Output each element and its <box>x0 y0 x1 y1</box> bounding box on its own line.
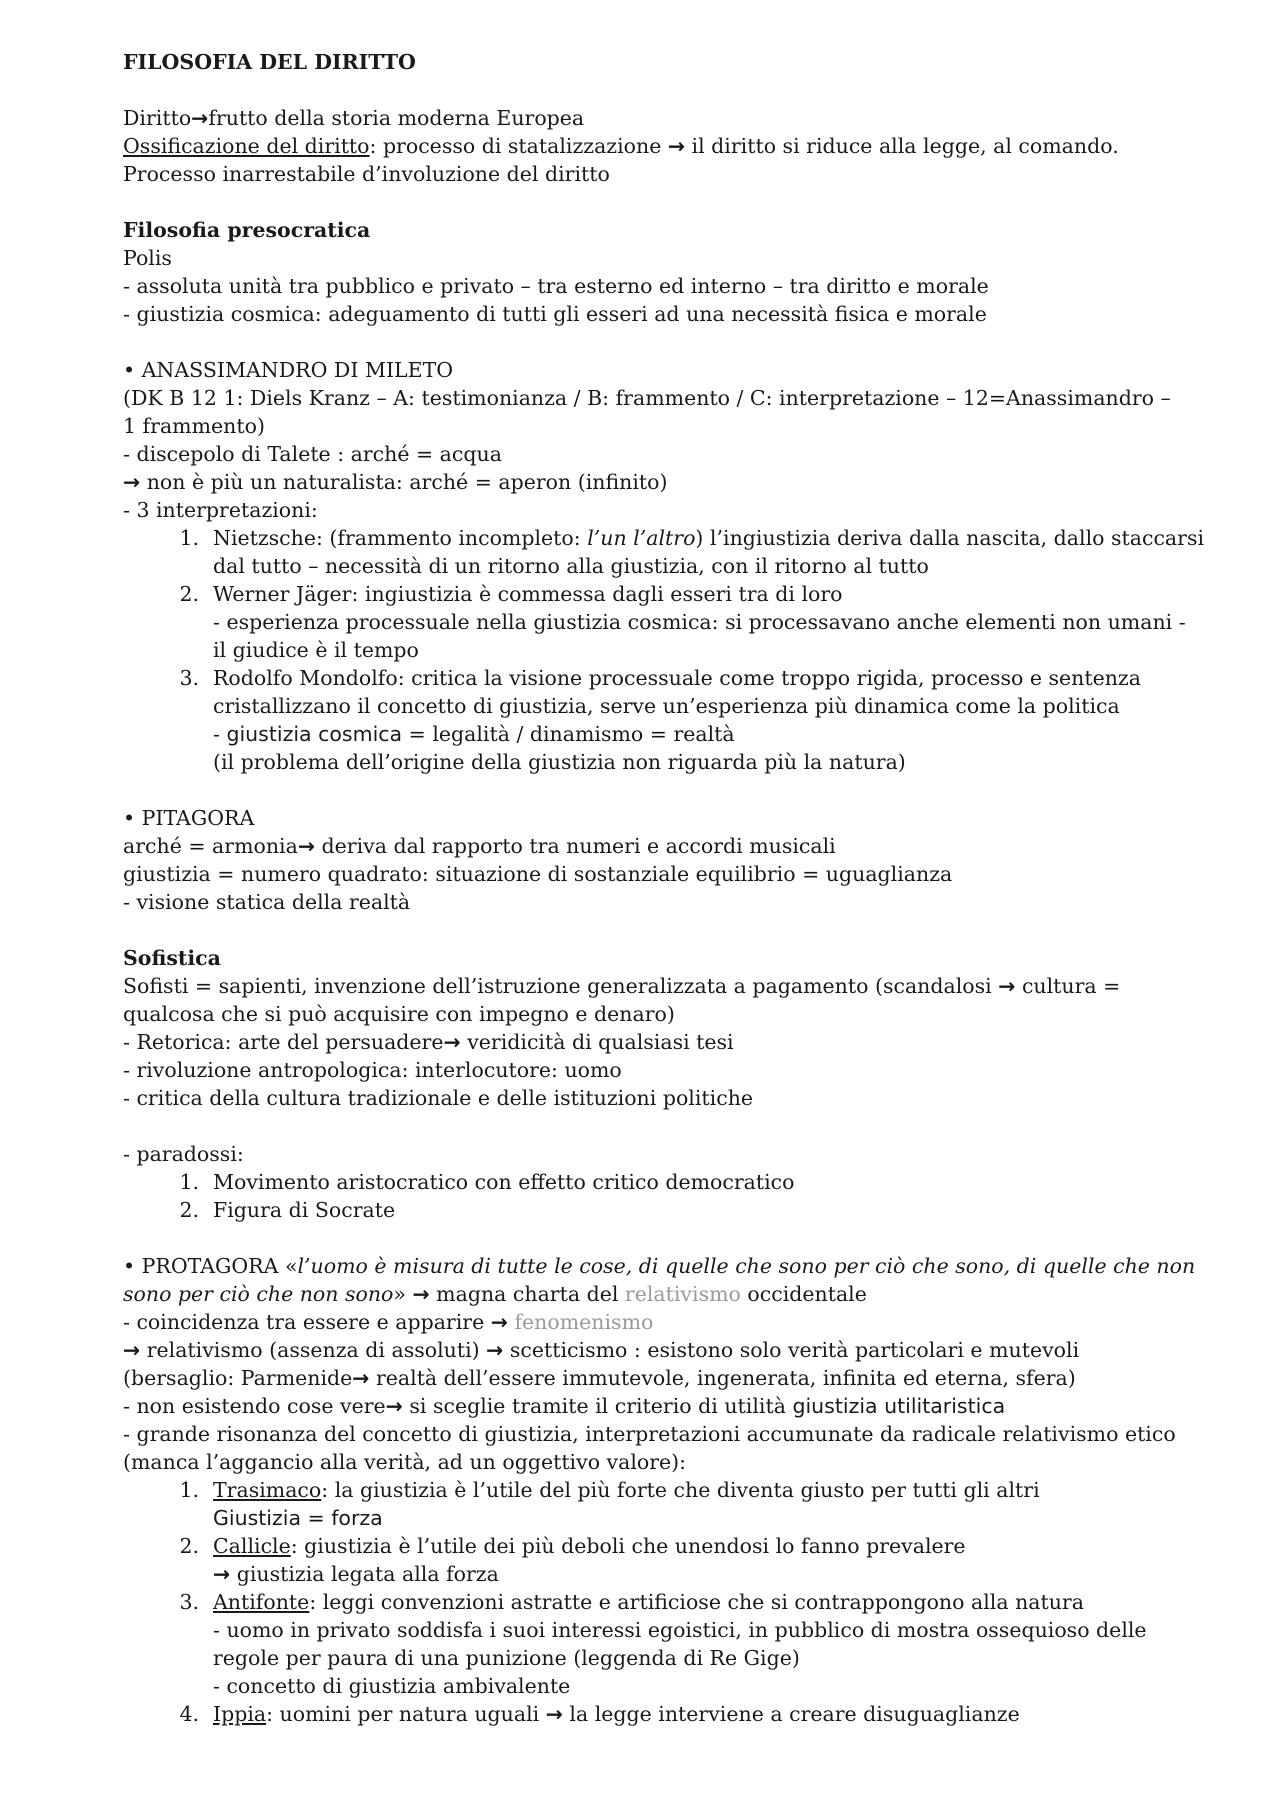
text-line: arché = armonia→ deriva dal rapporto tra numeri e accordi musicali <box>123 834 836 858</box>
section-heading: Filosofia presocratica <box>123 218 371 242</box>
protagora-quote-line-1: • PROTAGORA «l’uomo è misura di tutte le cose, di quelle che sono per ciò che sono, di quelle che non <box>123 1254 1196 1278</box>
text-line: - giustizia cosmica: adeguamento di tutti gli esseri ad una necessità fisica e morale <box>123 302 987 326</box>
list-item: 3. Rodolfo Mondolfo: critica la visione processuale come troppo rigida, processo e sentenza <box>179 666 1141 690</box>
subsection-heading: • ANASSIMANDRO DI MILETO <box>123 358 454 382</box>
text-line: - visione statica della realtà <box>123 890 411 914</box>
text-line: - non esistendo cose vere→ si sceglie tramite il criterio di utilità giustizia utilitaristica <box>123 1394 1006 1418</box>
list-item: 3. Antifonte: leggi convenzioni astratte e artificiose che si contrappongono alla natura <box>179 1590 1084 1614</box>
list-item-continuation: - uomo in privato soddisfa i suoi interessi egoistici, in pubblico di mostra ossequioso delle <box>213 1618 1147 1642</box>
arrow-icon: → <box>191 106 209 130</box>
subsection-heading: • PITAGORA <box>123 806 255 830</box>
protagora-quote-line-2: sono per ciò che non sono» → magna charta del relativismo occidentale <box>123 1282 867 1306</box>
text-line: → non è più un naturalista: arché = aperon (infinito) <box>123 470 668 494</box>
text-line: - critica della cultura tradizionale e delle istituzioni politiche <box>123 1086 754 1110</box>
list-item-continuation: - esperienza processuale nella giustizia cosmica: si processavano anche elementi non umani - <box>213 610 1186 634</box>
text-line: (manca l’aggancio alla verità, ad un oggettivo valore): <box>123 1450 687 1474</box>
text-line: - coincidenza tra essere e apparire → fenomenismo <box>123 1310 654 1334</box>
list-item: 1. Movimento aristocratico con effetto critico democratico <box>179 1170 795 1194</box>
arrow-icon: → <box>213 1562 231 1586</box>
text-line: Polis <box>123 246 172 270</box>
arrow-icon: → <box>385 1394 403 1418</box>
text-line: qualcosa che si può acquisire con impegno e denaro) <box>123 1002 675 1026</box>
arrow-icon: → <box>998 974 1016 998</box>
text-line: 1 frammento) <box>123 414 265 438</box>
list-item-continuation: (il problema dell’origine della giustizia non riguarda più la natura) <box>213 750 906 774</box>
text-line: - assoluta unità tra pubblico e privato – tra esterno ed interno – tra diritto e morale <box>123 274 989 298</box>
text-line: - discepolo di Talete : arché = acqua <box>123 442 502 466</box>
list-item: 2. Figura di Socrate <box>179 1198 396 1222</box>
arrow-icon: → <box>667 134 686 158</box>
list-item: 1. Nietzsche: (frammento incompleto: l’un l’altro) l’ingiustizia deriva dalla nascita, dallo staccarsi <box>179 526 1205 550</box>
arrow-icon: → <box>486 1338 504 1362</box>
text-line: Sofisti = sapienti, invenzione dell’istruzione generalizzata a pagamento (scandalosi → cultura = <box>123 974 1121 998</box>
arrow-icon: → <box>490 1310 508 1334</box>
text-line: giustizia = numero quadrato: situazione di sostanziale equilibrio = uguaglianza <box>123 862 953 886</box>
list-item-continuation: cristallizzano il concetto di giustizia, serve un’esperienza più dinamica come la politica <box>213 694 1120 718</box>
intro-line-1: Diritto→frutto della storia moderna Europea <box>123 106 585 130</box>
text-line: - paradossi: <box>123 1142 244 1166</box>
arrow-icon: → <box>123 470 141 494</box>
list-item-continuation: Giustizia = forza <box>213 1506 383 1530</box>
document-body <box>123 48 1203 1728</box>
arrow-icon: → <box>297 834 316 858</box>
list-item-continuation: - giustizia cosmica = legalità / dinamismo = realtà <box>213 722 735 746</box>
list-item: 1. Trasimaco: la giustizia è l’utile del più forte che diventa giusto per tutti gli altri <box>179 1478 1040 1502</box>
arrow-icon: → <box>545 1702 563 1726</box>
arrow-icon: → <box>412 1282 430 1306</box>
text-line: (DK B 12 1: Diels Kranz – A: testimonianza / B: frammento / C: interpretazione – 12=Anassimandro – <box>123 386 1171 410</box>
list-item-continuation: - concetto di giustizia ambivalente <box>213 1674 571 1698</box>
arrow-icon: → <box>443 1030 461 1054</box>
list-item-continuation: → giustizia legata alla forza <box>213 1562 499 1586</box>
text-line: - grande risonanza del concetto di giustizia, interpretazioni accumunate da radicale relativismo etico <box>123 1422 1176 1446</box>
text-line: → relativismo (assenza di assoluti) → scetticismo : esistono solo verità particolari e mutevoli <box>123 1338 1080 1362</box>
list-item: 2. Werner Jäger: ingiustizia è commessa dagli esseri tra di loro <box>179 582 843 606</box>
intro-line-2: Ossificazione del diritto: processo di statalizzazione → il diritto si riduce alla legge, al comando. <box>123 134 1119 158</box>
text-line: - 3 interpretazioni: <box>123 498 318 522</box>
list-item-continuation: il giudice è il tempo <box>213 638 419 662</box>
arrow-icon: → <box>123 1338 141 1362</box>
text-line: - Retorica: arte del persuadere→ veridicità di qualsiasi tesi <box>123 1030 734 1054</box>
intro-line-3: Processo inarrestabile d’involuzione del diritto <box>123 162 610 186</box>
document-title: FILOSOFIA DEL DIRITTO <box>123 50 416 74</box>
arrow-icon: → <box>352 1366 370 1390</box>
section-heading: Sofistica <box>123 946 221 970</box>
list-item: 4. Ippia: uomini per natura uguali → la legge interviene a creare disuguaglianze <box>179 1702 1020 1726</box>
list-item: 2. Callicle: giustizia è l’utile dei più deboli che unendosi lo fanno prevalere <box>179 1534 966 1558</box>
text-line: (bersaglio: Parmenide→ realtà dell’essere immutevole, ingenerata, infinita ed eterna, sfera) <box>123 1366 1076 1390</box>
text-line: - rivoluzione antropologica: interlocutore: uomo <box>123 1058 622 1082</box>
list-item-continuation: regole per paura di una punizione (leggenda di Re Gige) <box>213 1646 800 1670</box>
list-item-continuation: dal tutto – necessità di un ritorno alla giustizia, con il ritorno al tutto <box>213 554 929 578</box>
